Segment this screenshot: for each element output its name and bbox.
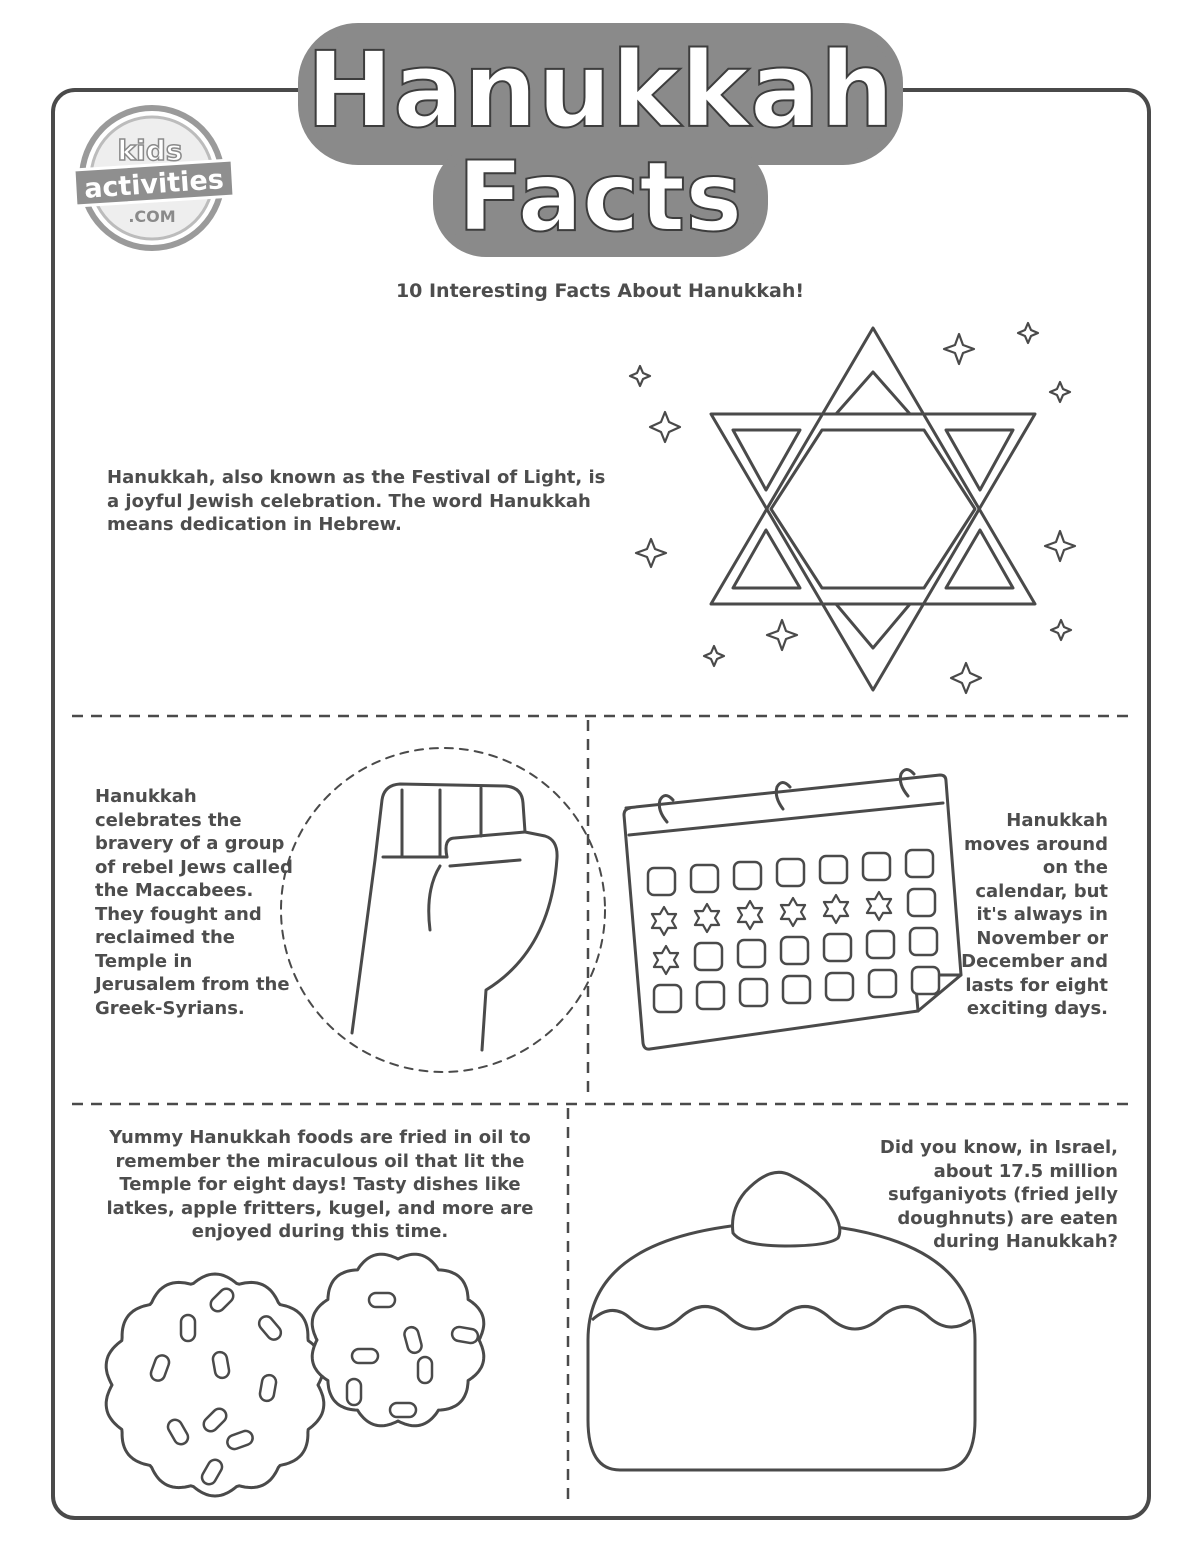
calendar-day-cell [777, 859, 804, 886]
calendar-day-cell [781, 937, 808, 964]
calendar-day-cell [908, 889, 935, 916]
title-line-1: Hanukkah [306, 29, 894, 151]
sprinkle [352, 1349, 378, 1363]
fact-calendar: Hanukkah moves around on the calendar, but it's always in November or December and lasts for eight exciting days. [961, 810, 1108, 1019]
calendar-day-cell [910, 928, 937, 955]
sprinkle [181, 1315, 195, 1341]
calendar-day-cell [820, 856, 847, 883]
calendar-day-cell [695, 943, 722, 970]
fact-festival-of-light: Hanukkah, also known as the Festival of Light, is a joyful Jewish celebration. The word Hanukkah means dedication in Hebrew. [107, 467, 606, 535]
calendar-day-cell [654, 985, 681, 1012]
calendar-day-cell [691, 865, 718, 892]
sprinkle [369, 1293, 395, 1307]
fact-sufganiyot: Did you know, in Israel, about 17.5 million sufganiyots (fried jelly doughnuts) are eaten during Hanukkah? [879, 1137, 1118, 1252]
logo-kids: kids [117, 134, 183, 167]
title-line-2: Facts [457, 141, 743, 253]
logo-activities: activities [83, 164, 225, 205]
calendar-day-cell [906, 850, 933, 877]
raised-fist-illustration [281, 748, 605, 1072]
calendar-day-cell [697, 982, 724, 1009]
fact-maccabees: Hanukkah celebrates the bravery of a group of rebel Jews called the Maccabees. They fought and reclaimed the Temple in Jerusalem from the Greek-Syrians. [95, 786, 293, 1019]
sprinkle [390, 1403, 416, 1417]
logo-com: .COM [128, 207, 176, 226]
calendar-day-cell [783, 976, 810, 1003]
calendar-day-cell [826, 973, 853, 1000]
calendar-day-cell [824, 934, 851, 961]
calendar-day-cell [867, 931, 894, 958]
fact-fried-foods: Yummy Hanukkah foods are fried in oil to remember the miraculous oil that lit the Temple for eight days! Tasty dishes like latkes, apple fritters, kugel, and more are enjoyed during this time. [106, 1127, 534, 1242]
sprinkle [347, 1379, 361, 1405]
sprinkle [418, 1357, 432, 1383]
kids-activities-logo [74, 108, 234, 248]
calendar-day-cell [738, 940, 765, 967]
calendar-day-cell [869, 970, 896, 997]
title-banner [303, 28, 898, 253]
subtitle: 10 Interesting Facts About Hanukkah! [395, 280, 805, 302]
calendar-day-cell [734, 862, 761, 889]
calendar-day-cell [740, 979, 767, 1006]
calendar-day-cell [648, 868, 675, 895]
star-of-david-illustration [711, 328, 1035, 690]
sparkle-icons [630, 323, 1075, 693]
calendar-day-cell [863, 853, 890, 880]
calendar-day-cell [912, 967, 939, 994]
